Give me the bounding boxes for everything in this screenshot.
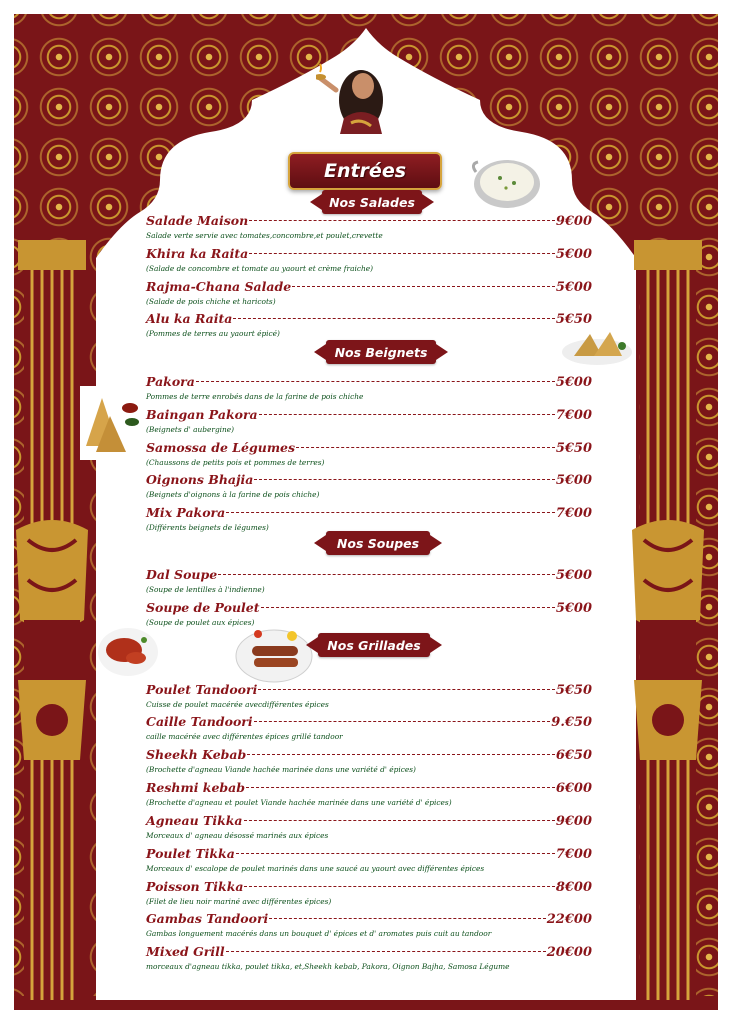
item-price: 9€00	[555, 214, 592, 229]
dotted-leader	[254, 721, 551, 722]
dotted-leader	[244, 886, 554, 887]
menu-item	[146, 440, 592, 467]
seekh-kebab-plate-image	[234, 620, 314, 684]
menu-item	[146, 279, 592, 306]
menu-item	[146, 911, 592, 938]
item-price: 5€00	[555, 375, 592, 390]
item-name: Khira ka Raita	[146, 246, 249, 261]
item-price: 20€00	[546, 945, 592, 960]
item-description: caille macérée avec différentes épices grillé tandoor	[146, 732, 343, 741]
item-description: (Brochette d'agneau Viande hachée marinée dans une variété d' épices)	[146, 765, 416, 774]
item-description: (Brochette d'agneau et poulet Viande hachée marinée dans une variété d' épices)	[146, 798, 452, 807]
item-description: Morceaux d' agneau désossé marinés aux épices	[146, 831, 329, 840]
dotted-leader	[254, 479, 554, 480]
dotted-leader	[258, 689, 554, 690]
section-title: Nos Salades	[329, 194, 415, 210]
menu-item	[146, 813, 592, 840]
dotted-leader	[259, 414, 555, 415]
item-description: Gambas longuement macérés dans un bouquet d' épices et d' aromates puis cuit au tandoor	[146, 929, 492, 938]
item-name: Mix Pakora	[146, 505, 226, 520]
item-description: (Différents beignets de légumes)	[146, 523, 269, 532]
item-price: 5€00	[555, 568, 592, 583]
item-name: Oignons Bhajia	[146, 472, 254, 487]
section-banner-beignets	[326, 340, 436, 364]
menu-item	[146, 505, 592, 532]
dotted-leader	[236, 853, 555, 854]
section-banner-salades	[322, 190, 422, 214]
item-price: 6€00	[555, 781, 592, 796]
menu-item	[146, 374, 592, 401]
item-price: 5€50	[555, 683, 592, 698]
page-title: Entrées	[323, 160, 407, 182]
item-description: Pommes de terre enrobés dans de la farine de pois chiche	[146, 392, 364, 401]
item-name: Pakora	[146, 374, 195, 389]
item-name: Dal Soupe	[146, 567, 218, 582]
woman-illustration	[316, 48, 406, 134]
menu-item	[146, 213, 592, 240]
menu-item	[146, 567, 592, 594]
dotted-leader	[226, 512, 555, 513]
item-name: Soupe de Poulet	[146, 600, 260, 615]
section-title: Nos Grillades	[327, 637, 421, 653]
item-name: Reshmi kebab	[146, 780, 245, 795]
dotted-leader	[249, 253, 555, 254]
menu-item	[146, 600, 592, 627]
item-price: 9€00	[555, 814, 592, 829]
entrees-header-banner	[288, 152, 442, 190]
item-description: (Chaussons de petits pois et pommes de terres)	[146, 458, 325, 467]
menu-item	[146, 311, 592, 338]
dotted-leader	[196, 381, 555, 382]
item-price: 5€50	[555, 312, 592, 327]
menu-item	[146, 780, 592, 807]
menu-item	[146, 747, 592, 774]
item-description: (Salade de pois chiche et haricots)	[146, 297, 276, 306]
left-column-ornament	[14, 240, 90, 1000]
menu-item	[146, 944, 592, 971]
item-name: Poisson Tikka	[146, 879, 244, 894]
tandoori-chicken-image	[96, 618, 160, 680]
item-description: (Soupe de poulet aux épices)	[146, 618, 255, 627]
right-column-ornament	[630, 240, 706, 1000]
dotted-leader	[296, 447, 555, 448]
item-price: 7€00	[555, 506, 592, 521]
dotted-leader	[247, 754, 555, 755]
item-name: Gambas Tandoori	[146, 911, 269, 926]
menu-item	[146, 714, 592, 741]
item-price: 5€00	[555, 473, 592, 488]
dotted-leader	[233, 318, 554, 319]
item-price: 9.€50	[551, 715, 592, 730]
item-name: Alu ka Raita	[146, 311, 233, 326]
menu-item	[146, 682, 592, 709]
dotted-leader	[249, 220, 555, 221]
dotted-leader	[218, 574, 555, 575]
dotted-leader	[244, 820, 555, 821]
item-price: 8€00	[555, 880, 592, 895]
item-price: 22€00	[546, 912, 592, 927]
section-title: Nos Soupes	[336, 535, 420, 551]
item-description: (Beignets d' aubergine)	[146, 425, 235, 434]
dotted-leader	[269, 918, 545, 919]
item-name: Poulet Tandoori	[146, 682, 258, 697]
section-banner-soupes	[326, 531, 430, 555]
dotted-leader	[246, 787, 555, 788]
item-name: Rajma-Chana Salade	[146, 279, 292, 294]
item-name: Salade Maison	[146, 213, 249, 228]
item-price: 7€00	[555, 408, 592, 423]
item-name: Caille Tandoori	[146, 714, 253, 729]
item-price: 6€50	[555, 748, 592, 763]
item-price: 5€00	[555, 247, 592, 262]
menu-item	[146, 846, 592, 873]
item-description: morceaux d'agneau tikka, poulet tikka, et,Sheekh kebab, Pakora, Oignon Bajha, Samosa Légume	[146, 962, 510, 971]
section-title: Nos Beignets	[334, 344, 428, 360]
item-description: Salade verte servie avec tomates,concombre,et poulet,crevette	[146, 231, 383, 240]
dotted-leader	[292, 286, 555, 287]
item-price: 5€50	[555, 441, 592, 456]
menu-item	[146, 879, 592, 906]
item-description: (Filet de lieu noir mariné avec différentes épices)	[146, 897, 332, 906]
item-name: Sheekh Kebab	[146, 747, 247, 762]
item-description: Cuisse de poulet macérée avecdifférentes épices	[146, 700, 329, 709]
menu-item	[146, 246, 592, 273]
item-description: (Pommes de terres au yaourt épicé)	[146, 329, 280, 338]
item-description: (Salade de concombre et tomate au yaourt et crème fraiche)	[146, 264, 374, 273]
item-name: Poulet Tikka	[146, 846, 235, 861]
item-price: 5€00	[555, 601, 592, 616]
item-description: Morceaux d' escalope de poulet marinés dans une saucé au yaourt avec différentes épices	[146, 864, 485, 873]
raita-bowl-image	[470, 156, 544, 216]
item-name: Baingan Pakora	[146, 407, 258, 422]
item-price: 7€00	[555, 847, 592, 862]
item-name: Samossa de Légumes	[146, 440, 296, 455]
section-banner-grillades	[318, 633, 430, 657]
dotted-leader	[261, 607, 555, 608]
menu-item	[146, 407, 592, 434]
menu-item	[146, 472, 592, 499]
item-name: Agneau Tikka	[146, 813, 243, 828]
dotted-leader	[226, 951, 546, 952]
item-description: (Beignets d'oignons à la farine de pois chiche)	[146, 490, 320, 499]
item-description: (Soupe de lentilles à l'indienne)	[146, 585, 265, 594]
item-price: 5€00	[555, 280, 592, 295]
item-name: Mixed Grill	[146, 944, 225, 959]
